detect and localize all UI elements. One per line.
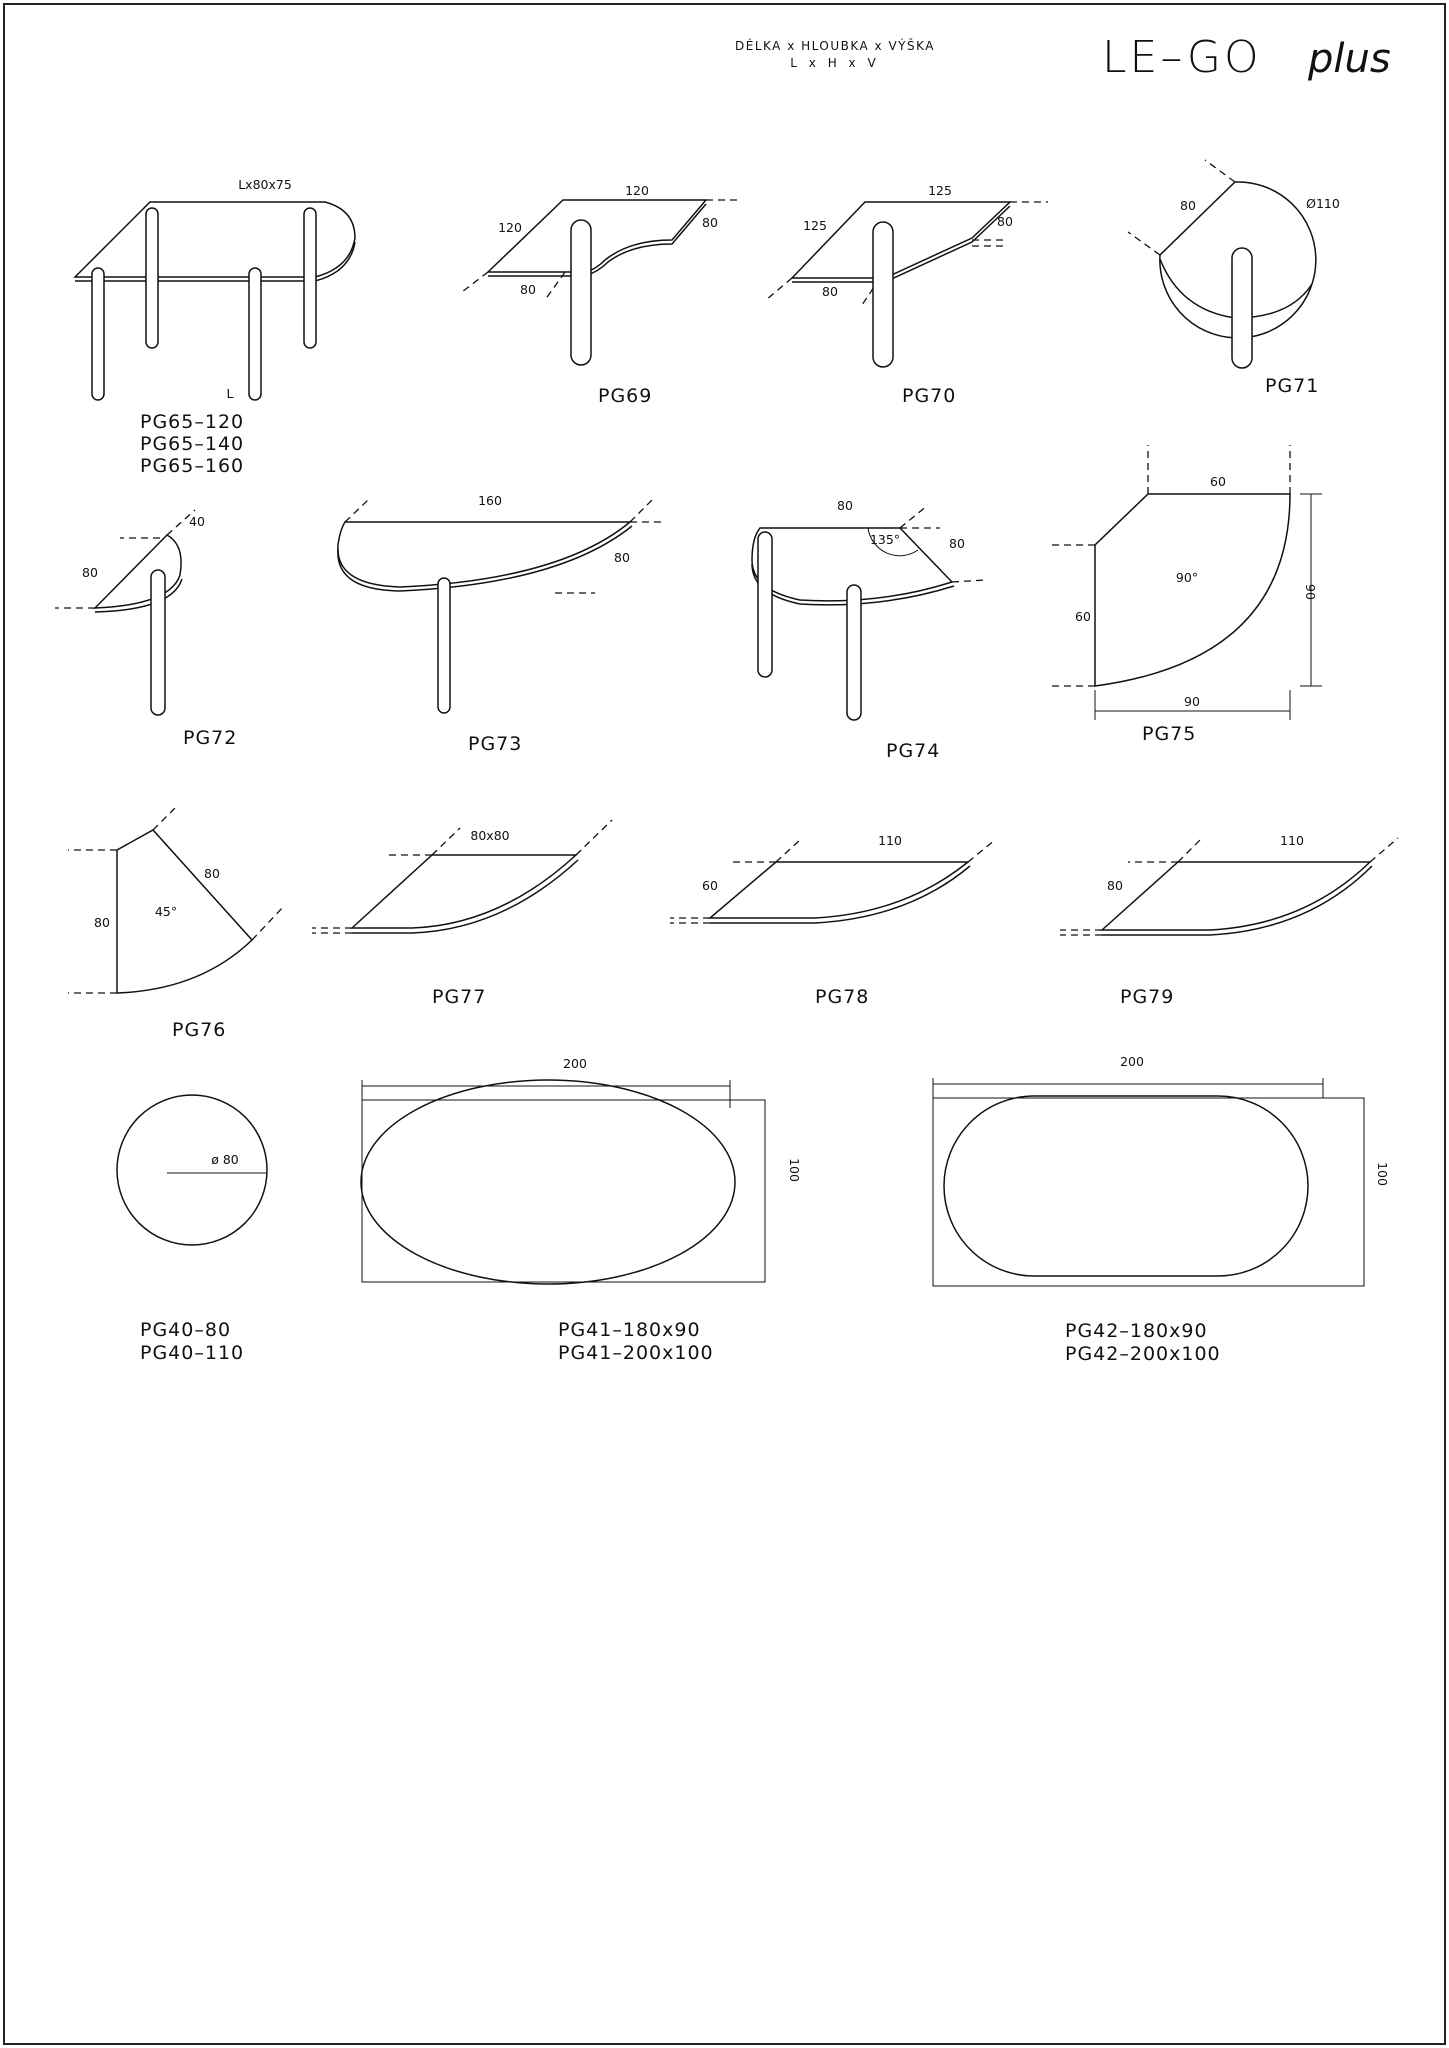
pg42-code-2: PG42–200x100: [1065, 1343, 1221, 1365]
pg69-code: PG69: [598, 385, 653, 407]
pg42-depth-label: 100: [1375, 1162, 1390, 1186]
brand-logo: LE–GO: [1102, 32, 1262, 83]
pg75-top-label: 60: [1210, 474, 1226, 489]
pg41-drawing: [361, 1056, 802, 1284]
pg75-code: PG75: [1142, 723, 1197, 745]
pg79-top-label: 110: [1280, 833, 1304, 848]
pg71-code: PG71: [1265, 375, 1320, 397]
pg72-code: PG72: [183, 727, 238, 749]
pg65-code-2: PG65–140: [140, 433, 245, 455]
pg72-drawing: [55, 510, 205, 715]
pg74-side-label: 80: [949, 536, 965, 551]
header: [735, 32, 1391, 83]
pg40-code-2: PG40–110: [140, 1342, 245, 1364]
pg78-top-label: 110: [878, 833, 902, 848]
pg74-drawing: [752, 498, 985, 720]
pg75-left-label: 60: [1075, 609, 1091, 624]
pg75-angle-label: 90°: [1175, 570, 1199, 585]
pg76-left-label: 80: [94, 915, 110, 930]
pg72-side-label: 80: [82, 565, 98, 580]
pg73-code: PG73: [468, 733, 523, 755]
pg71-diameter-label: Ø110: [1306, 196, 1340, 211]
pg42-drawing: [933, 1054, 1390, 1286]
pg78-code: PG78: [815, 986, 870, 1008]
pg69-left-label: 120: [498, 220, 522, 235]
pg71-drawing: [1128, 160, 1340, 368]
pg78-side-label: 60: [702, 878, 718, 893]
pg65-code-1: PG65–120: [140, 411, 245, 433]
pg71-side-label: 80: [1180, 198, 1196, 213]
pg75-bottom-label: 90: [1184, 694, 1200, 709]
pg76-drawing: [68, 808, 285, 993]
pg77-code: PG77: [432, 986, 487, 1008]
pg75-right-label: 90: [1303, 584, 1318, 600]
dimension-legend-line1: DÉLKA x HLOUBKA x VÝŠKA: [735, 39, 935, 53]
pg41-code-2: PG41–200x100: [558, 1342, 714, 1364]
pg74-top-label: 80: [837, 498, 853, 513]
pg73-drawing: [338, 493, 665, 713]
brand-suffix: plus: [1308, 36, 1391, 82]
pg41-width-label: 200: [563, 1056, 587, 1071]
pg40-drawing: [117, 1095, 267, 1245]
pg70-bottom-label: 80: [822, 284, 838, 299]
pg42-width-label: 200: [1120, 1054, 1144, 1069]
pg69-top-label: 120: [625, 183, 649, 198]
pg79-side-label: 80: [1107, 878, 1123, 893]
pg70-code: PG70: [902, 385, 957, 407]
pg76-diag-label: 80: [204, 866, 220, 881]
pg41-depth-label: 100: [787, 1158, 802, 1182]
pg70-right-label: 80: [997, 214, 1013, 229]
pg69-drawing: [462, 183, 740, 365]
pg73-side-label: 80: [614, 550, 630, 565]
pg79-code: PG79: [1120, 986, 1175, 1008]
pg70-left-label: 125: [803, 218, 827, 233]
pg69-right-label: 80: [702, 215, 718, 230]
pg65-size-label: Lx80x75: [238, 177, 292, 192]
pg78-drawing: [670, 833, 995, 923]
pg41-code-1: PG41–180x90: [558, 1319, 701, 1341]
pg73-top-label: 160: [478, 493, 502, 508]
pg77-drawing: [312, 820, 612, 933]
pg65-code-3: PG65–160: [140, 455, 245, 477]
pg76-angle-label: 45°: [154, 904, 178, 919]
pg70-drawing: [766, 183, 1048, 367]
pg72-top-label: 40: [189, 514, 205, 529]
pg65-drawing: [75, 177, 355, 401]
pg40-diameter-label: ø 80: [211, 1152, 239, 1167]
pg65-length-label: L: [226, 386, 234, 401]
pg74-code: PG74: [886, 740, 941, 762]
pg42-code-1: PG42–180x90: [1065, 1320, 1208, 1342]
pg70-top-label: 125: [928, 183, 952, 198]
pg79-drawing: [1060, 833, 1398, 935]
pg75-drawing: [1048, 445, 1322, 720]
pg74-angle-label: 135°: [869, 532, 901, 547]
pg69-bottom-label: 80: [520, 282, 536, 297]
pg77-top-label: 80x80: [470, 828, 510, 843]
pg40-code-1: PG40–80: [140, 1319, 232, 1341]
pg76-code: PG76: [172, 1019, 227, 1041]
dimension-legend-line2: L x H x V: [790, 56, 880, 70]
